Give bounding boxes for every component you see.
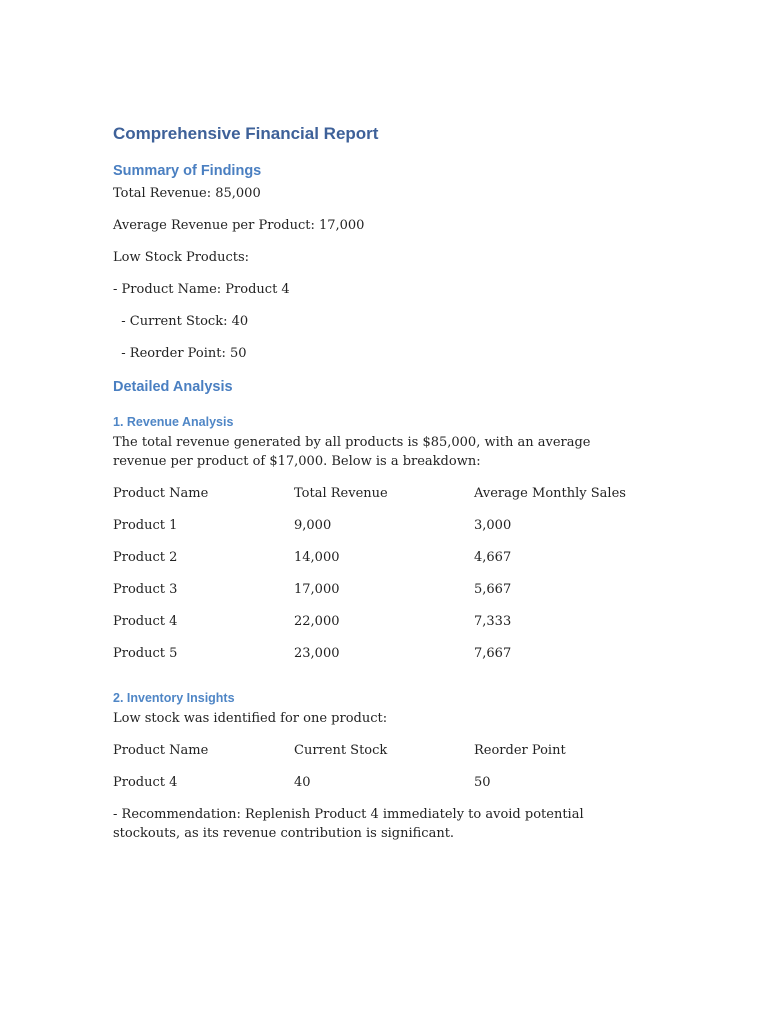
table-cell: 7,333 bbox=[474, 614, 512, 629]
table-cell: Product 4 bbox=[113, 775, 178, 790]
table-row bbox=[113, 516, 673, 535]
table-cell: 7,667 bbox=[474, 646, 512, 661]
table-cell: Product 3 bbox=[113, 582, 178, 597]
inventory-insights-heading: 2. Inventory Insights bbox=[113, 691, 235, 705]
table-cell: Product 5 bbox=[113, 646, 178, 661]
table-cell: 23,000 bbox=[294, 646, 340, 661]
column-header: Product Name bbox=[113, 743, 209, 758]
table-cell: 4,667 bbox=[474, 550, 512, 565]
table-cell: 3,000 bbox=[474, 518, 512, 533]
summary-reorder-point: - Reorder Point: 50 bbox=[113, 346, 247, 361]
table-row bbox=[113, 612, 673, 631]
column-header: Total Revenue bbox=[294, 486, 388, 501]
summary-average-revenue: Average Revenue per Product: 17,000 bbox=[113, 218, 365, 233]
summary-current-stock: - Current Stock: 40 bbox=[113, 314, 249, 329]
column-header: Average Monthly Sales bbox=[474, 486, 626, 501]
inventory-table-header bbox=[113, 741, 673, 760]
recommendation-text: - Recommendation: Replenish Product 4 immediately to avoid potential stockouts, as its revenue contribution is significant. bbox=[113, 807, 584, 841]
table-cell: Product 4 bbox=[113, 614, 178, 629]
table-row bbox=[113, 580, 673, 599]
revenue-analysis-heading: 1. Revenue Analysis bbox=[113, 415, 234, 429]
inventory-insights-intro: Low stock was identified for one product: bbox=[113, 711, 388, 726]
detailed-analysis-heading: Detailed Analysis bbox=[113, 379, 233, 395]
table-cell: 17,000 bbox=[294, 582, 340, 597]
summary-product-name: - Product Name: Product 4 bbox=[113, 282, 290, 297]
table-cell: Product 1 bbox=[113, 518, 178, 533]
table-cell: 40 bbox=[294, 775, 311, 790]
column-header: Current Stock bbox=[294, 743, 388, 758]
summary-heading: Summary of Findings bbox=[113, 163, 262, 179]
table-cell: 50 bbox=[474, 775, 491, 790]
column-header: Product Name bbox=[113, 486, 209, 501]
table-row bbox=[113, 644, 673, 663]
revenue-analysis-intro: The total revenue generated by all products is $85,000, with an average revenue per product of $17,000. Below is a breakdown: bbox=[113, 435, 591, 469]
table-cell: 22,000 bbox=[294, 614, 340, 629]
column-header: Reorder Point bbox=[474, 743, 566, 758]
table-cell: 14,000 bbox=[294, 550, 340, 565]
table-cell: 9,000 bbox=[294, 518, 332, 533]
summary-total-revenue: Total Revenue: 85,000 bbox=[113, 186, 261, 201]
table-cell: Product 2 bbox=[113, 550, 178, 565]
report-title: Comprehensive Financial Report bbox=[113, 124, 379, 143]
table-cell: 5,667 bbox=[474, 582, 512, 597]
revenue-table-header bbox=[113, 484, 673, 503]
table-row bbox=[113, 773, 673, 792]
table-row bbox=[113, 548, 673, 567]
summary-low-stock-label: Low Stock Products: bbox=[113, 250, 250, 265]
